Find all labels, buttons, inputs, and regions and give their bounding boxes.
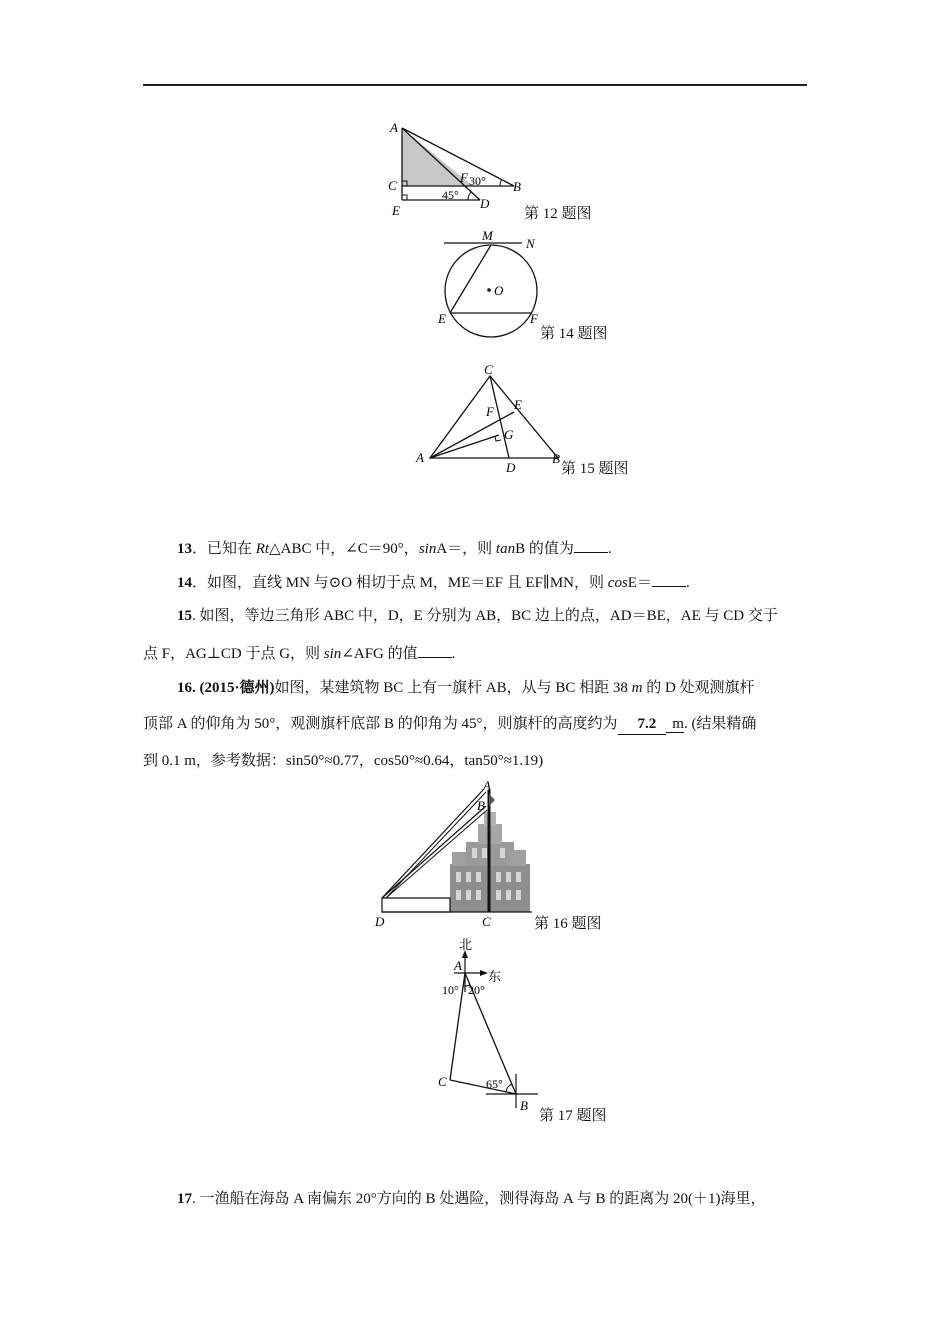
angle-label-45: 45°: [442, 188, 459, 202]
angle-arc-b: [506, 1084, 512, 1092]
label-a: A: [390, 120, 398, 135]
question-16-number: 16: [177, 680, 192, 696]
caption-fig15: 第 15 题图: [561, 461, 629, 477]
question-17: [177, 1189, 766, 1209]
question-15-number: 15: [177, 608, 192, 624]
q13-tan: tan: [495, 541, 516, 557]
label-b: B: [520, 1098, 528, 1113]
label-c: C: [484, 362, 493, 377]
east-arrow-icon: [480, 970, 488, 976]
q13-text-4: B 的值为: [515, 541, 574, 557]
caption-fig16: 第 16 题图: [534, 916, 602, 932]
q14-cos: cos: [607, 575, 628, 591]
center-dot: [487, 288, 491, 292]
answer-blank-13[interactable]: [574, 538, 608, 553]
label-b: B: [513, 179, 521, 194]
q16-dot: .: [192, 680, 200, 696]
right-angle-mark-e: [402, 195, 407, 200]
label-a: A: [416, 450, 424, 465]
question-13-number: 13: [177, 541, 192, 557]
angle-label-10: 10°: [442, 983, 459, 997]
label-n: N: [526, 236, 535, 251]
answer-16: 7.2: [618, 714, 667, 735]
question-16-line-2: [143, 714, 756, 735]
question-14-number: 14: [177, 575, 192, 591]
q13-end: .: [607, 541, 612, 557]
q13-text-2: △ABC 中，∠C＝90°，: [269, 541, 419, 557]
label-b: B: [552, 451, 560, 466]
label-d: D: [375, 914, 385, 929]
q16-m: m: [631, 680, 643, 696]
q16-text-1: 如图，某建筑物 BC 上有一旗杆 AB，从与 BC 相距 38: [274, 680, 632, 696]
header-rule: [143, 84, 807, 86]
q14-end: .: [685, 575, 690, 591]
angle-arc-b: [500, 180, 502, 187]
caption-fig17: 第 17 题图: [539, 1108, 607, 1124]
caption-fig14: 第 14 题图: [540, 326, 608, 342]
figure-16: [370, 780, 540, 930]
label-o: O: [494, 283, 504, 298]
q15-text-2: 点 F，AG⊥CD 于点 G，则: [143, 646, 324, 662]
q16-text-6: 到 0.1 m，参考数据：sin50°≈0.77，cos50°≈0.64，tan50°≈1.19): [143, 753, 544, 769]
label-d: D: [506, 460, 516, 475]
q16-text-4: m: [666, 716, 684, 733]
angle-label-30: 30°: [469, 174, 486, 188]
q16-text-2: 的 D 处观测旗杆: [642, 680, 755, 696]
label-e: E: [392, 203, 400, 218]
figure-15: [410, 362, 560, 474]
answer-blank-14[interactable]: [652, 572, 686, 587]
q15-text-1: . 如图，等边三角形 ABC 中，D，E 分别为 AB，BC 边上的点，AD＝BE，AE 与 CD 交于: [192, 608, 778, 624]
chord-me: [450, 245, 491, 313]
q16-text-3: 顶部 A 的仰角为 50°，观测旗杆底部 B 的仰角为 45°，则旗杆的高度约为: [143, 716, 618, 732]
question-17-number: 17: [177, 1191, 192, 1207]
q14-text-2: E＝: [627, 575, 652, 591]
q13-text-1: ．已知在: [192, 541, 256, 557]
triangle-abc: [430, 376, 558, 458]
segment-ae: [430, 412, 514, 458]
q13-text-3: A＝，则: [436, 541, 496, 557]
answer-blank-15[interactable]: [418, 643, 452, 658]
q13-rt: Rt: [255, 541, 270, 557]
label-c: C: [438, 1074, 447, 1089]
label-c: C: [482, 914, 491, 929]
label-g: G: [504, 427, 514, 442]
label-c: C: [388, 178, 397, 193]
question-15-line-2: [143, 643, 455, 664]
question-14: [177, 572, 690, 593]
question-16-line-3: [143, 751, 543, 771]
label-a: A: [483, 778, 491, 793]
angle-arc-d: [468, 192, 472, 201]
label-e: E: [438, 311, 446, 326]
label-b: B: [477, 798, 485, 813]
label-north: 北: [459, 937, 473, 952]
q16-source: (2015·德州): [199, 680, 275, 696]
question-13: [177, 538, 612, 559]
label-f: F: [486, 404, 494, 419]
q14-text-1: ．如图，直线 MN 与⊙O 相切于点 M，ME＝EF 且 EF∥MN，则: [192, 575, 608, 591]
angle-label-65: 65°: [486, 1077, 503, 1091]
q17-text-1: . 一渔船在海岛 A 南偏东 20°方向的 B 处遇险，测得海岛 A 与 B 的距离为 20(＋1)海里，: [192, 1191, 766, 1207]
figure-17: [430, 938, 540, 1118]
question-15-line-1: [177, 606, 778, 626]
q13-sin: sin: [418, 541, 437, 557]
q15-end: .: [451, 646, 456, 662]
label-a: A: [454, 958, 462, 973]
label-e: E: [514, 397, 522, 412]
q15-text-3: ∠AFG 的值: [341, 646, 418, 662]
circle-o: [445, 245, 537, 337]
q16-text-5: . (结果精确: [683, 716, 757, 732]
label-east: 东: [488, 969, 502, 984]
flag: [489, 794, 495, 806]
right-angle-mark-g: [495, 436, 501, 441]
label-f: F: [460, 170, 468, 185]
ground-strip: [382, 898, 450, 912]
angle-label-20: 20°: [468, 983, 485, 997]
caption-fig12: 第 12 题图: [524, 206, 592, 222]
label-f: F: [530, 311, 538, 326]
label-d: D: [480, 196, 490, 211]
figure-14: [430, 228, 550, 328]
question-16-line-1: [177, 678, 755, 698]
q15-sin: sin: [323, 646, 342, 662]
label-m: M: [482, 228, 493, 243]
